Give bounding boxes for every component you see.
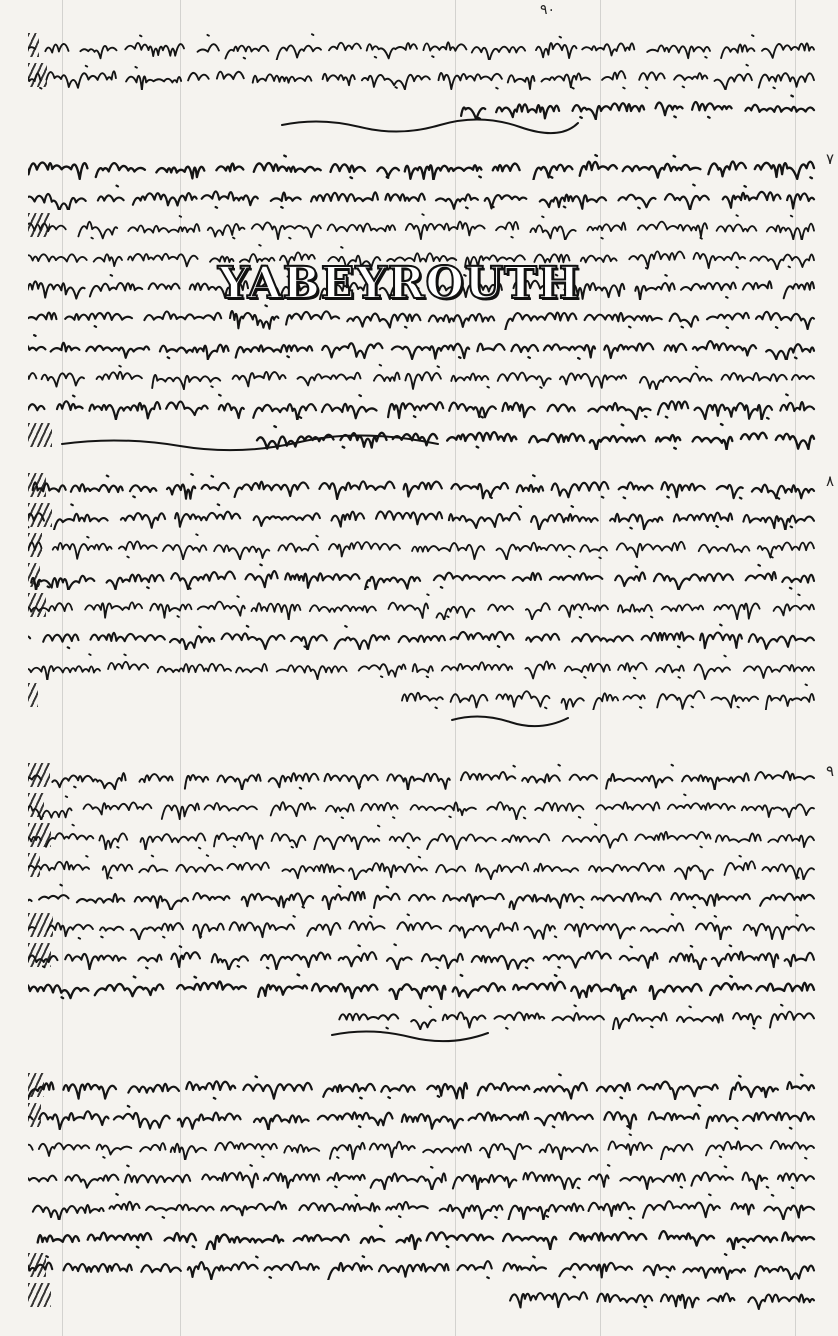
ink-bleed (28, 33, 39, 57)
handwritten-line (28, 970, 818, 1000)
handwritten-line (28, 210, 818, 240)
entry-block (28, 1070, 818, 1310)
ink-bleed (28, 1253, 46, 1277)
handwritten-line (28, 1160, 818, 1190)
handwritten-line (28, 1220, 818, 1250)
handwritten-line (28, 330, 818, 360)
ink-bleed (28, 473, 46, 497)
handwritten-line (28, 530, 818, 560)
handwritten-line (28, 1190, 818, 1220)
handwritten-line (28, 1070, 818, 1100)
handwritten-line (28, 180, 818, 210)
entry-block (28, 30, 818, 120)
entry-number: ٨ (825, 472, 834, 490)
handwritten-line (28, 590, 818, 620)
entry-closing-flourish (280, 115, 580, 135)
ink-bleed (28, 943, 51, 967)
handwritten-line (28, 680, 818, 710)
handwritten-line (28, 150, 818, 180)
ink-bleed (28, 1103, 41, 1127)
ink-bleed (28, 763, 50, 787)
handwritten-line (28, 850, 818, 880)
ink-bleed (28, 423, 52, 447)
handwritten-line (28, 470, 818, 500)
handwritten-line (28, 650, 818, 680)
handwritten-line (28, 1250, 818, 1280)
handwritten-line (28, 360, 818, 390)
entry-block (28, 760, 818, 1030)
handwritten-line (28, 760, 818, 790)
ink-bleed (28, 1283, 51, 1307)
handwritten-line (28, 500, 818, 530)
folio-number: ٩٠ (540, 2, 556, 18)
handwritten-line (28, 790, 818, 820)
handwritten-line (28, 820, 818, 850)
entry-closing-flourish (60, 432, 440, 454)
handwritten-line (28, 30, 818, 60)
handwritten-line (28, 1100, 818, 1130)
ink-bleed (28, 63, 47, 87)
handwritten-line (28, 60, 818, 90)
handwritten-line (28, 390, 818, 420)
ink-bleed (28, 503, 52, 527)
ink-bleed (28, 823, 51, 847)
entry-block (28, 470, 818, 710)
handwritten-line (28, 1280, 818, 1310)
ink-bleed (28, 533, 42, 557)
ink-bleed (28, 853, 40, 877)
handwritten-line (28, 940, 818, 970)
handwritten-line (28, 620, 818, 650)
handwritten-line (28, 910, 818, 940)
handwritten-line (28, 880, 818, 910)
entry-closing-flourish (450, 710, 570, 730)
handwritten-line (28, 1130, 818, 1160)
ink-bleed (28, 1073, 44, 1097)
ink-bleed (28, 913, 53, 937)
watermark: YABEYROUTH (218, 258, 581, 309)
handwritten-line (28, 560, 818, 590)
ink-bleed (28, 563, 40, 587)
entry-number: ٩ (825, 762, 834, 780)
entry-closing-flourish (330, 1025, 490, 1045)
ink-bleed (28, 593, 46, 617)
ink-bleed (28, 213, 50, 237)
ink-bleed (28, 683, 38, 707)
ink-bleed (28, 793, 44, 817)
entry-number: ٧ (825, 150, 834, 168)
